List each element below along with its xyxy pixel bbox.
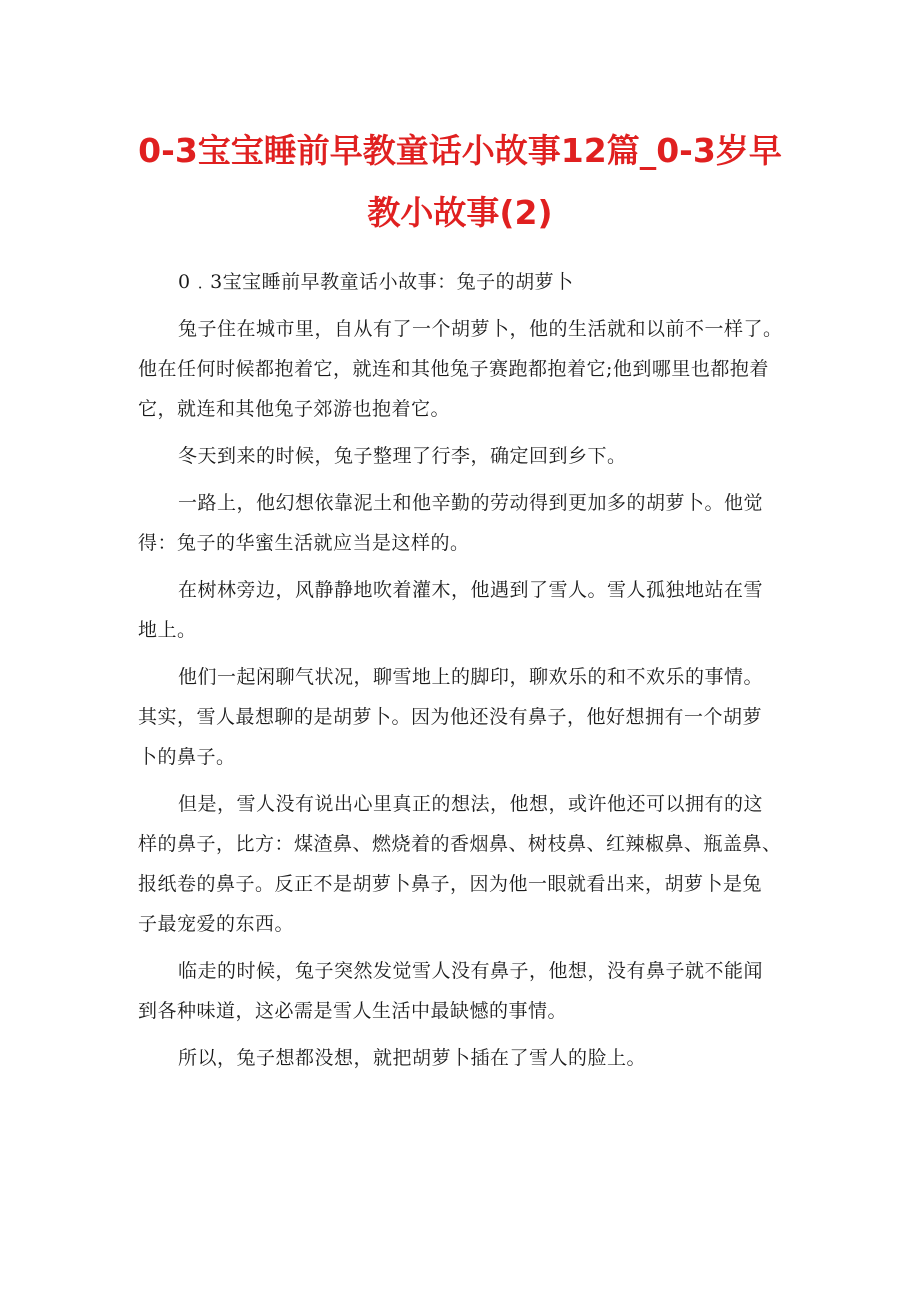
story-paragraph xyxy=(138,657,798,777)
story-paragraph xyxy=(138,951,798,1031)
story-paragraph xyxy=(138,262,798,302)
paragraph-line: 它，就连和其他兔子郊游也抱着它。 xyxy=(138,398,451,420)
paragraph-line: 所以，兔子想都没想，就把胡萝卜插在了雪人的脸上。 xyxy=(178,1047,647,1069)
paragraph-line: 其实，雪人最想聊的是胡萝卜。因为他还没有鼻子，他好想拥有一个胡萝 xyxy=(138,706,763,728)
paragraph-line: 卜的鼻子。 xyxy=(138,746,236,768)
paragraph-line: 报纸卷的鼻子。反正不是胡萝卜鼻子，因为他一眼就看出来，胡萝卜是兔 xyxy=(138,873,763,895)
paragraph-line: 冬天到来的时候，兔子整理了行李，确定回到乡下。 xyxy=(178,445,627,467)
paragraph-line: 子最宠爱的东西。 xyxy=(138,913,295,935)
paragraph-line: 0﹒3宝宝睡前早教童话小故事：兔子的胡萝卜 xyxy=(178,271,574,293)
paragraph-line: 兔子住在城市里，自从有了一个胡萝卜，他的生活就和以前不一样了。 xyxy=(178,318,783,340)
paragraph-line: 临走的时候，兔子突然发觉雪人没有鼻子，他想，没有鼻子就不能闻 xyxy=(178,960,764,982)
paragraph-line: 地上。 xyxy=(138,619,197,641)
story-paragraph xyxy=(138,784,798,944)
paragraph-line: 得：兔子的华蜜生活就应当是这样的。 xyxy=(138,532,470,554)
title-line-2: 教小故事(2) xyxy=(367,193,553,232)
story-body xyxy=(138,262,798,1085)
paragraph-line: 他们一起闲聊气状况，聊雪地上的脚印，聊欢乐的和不欢乐的事情。 xyxy=(178,666,764,688)
story-paragraph xyxy=(138,570,798,650)
paragraph-line: 但是，雪人没有说出心里真正的想法，他想，或许他还可以拥有的这 xyxy=(178,793,764,815)
paragraph-line: 一路上，他幻想依靠泥土和他辛勤的劳动得到更加多的胡萝卜。他觉 xyxy=(178,492,764,514)
paragraph-line: 样的鼻子，比方：煤渣鼻、燃烧着的香烟鼻、树枝鼻、红辣椒鼻、瓶盖鼻、 xyxy=(138,833,782,855)
paragraph-line: 在树林旁边，风静静地吹着灌木，他遇到了雪人。雪人孤独地站在雪 xyxy=(178,579,764,601)
paragraph-line: 他在任何时候都抱着它，就连和其他兔子赛跑都抱着它;他到哪里也都抱着 xyxy=(138,358,769,380)
paragraph-line: 到各种味道，这必需是雪人生活中最缺憾的事情。 xyxy=(138,1000,568,1022)
title-line-1: 0-3宝宝睡前早教童话小故事12篇_0-3岁早 xyxy=(138,131,782,170)
story-paragraph xyxy=(138,436,798,476)
story-paragraph xyxy=(138,483,798,563)
story-paragraph xyxy=(138,1038,798,1078)
story-paragraph xyxy=(138,309,798,429)
document-title xyxy=(100,120,820,244)
